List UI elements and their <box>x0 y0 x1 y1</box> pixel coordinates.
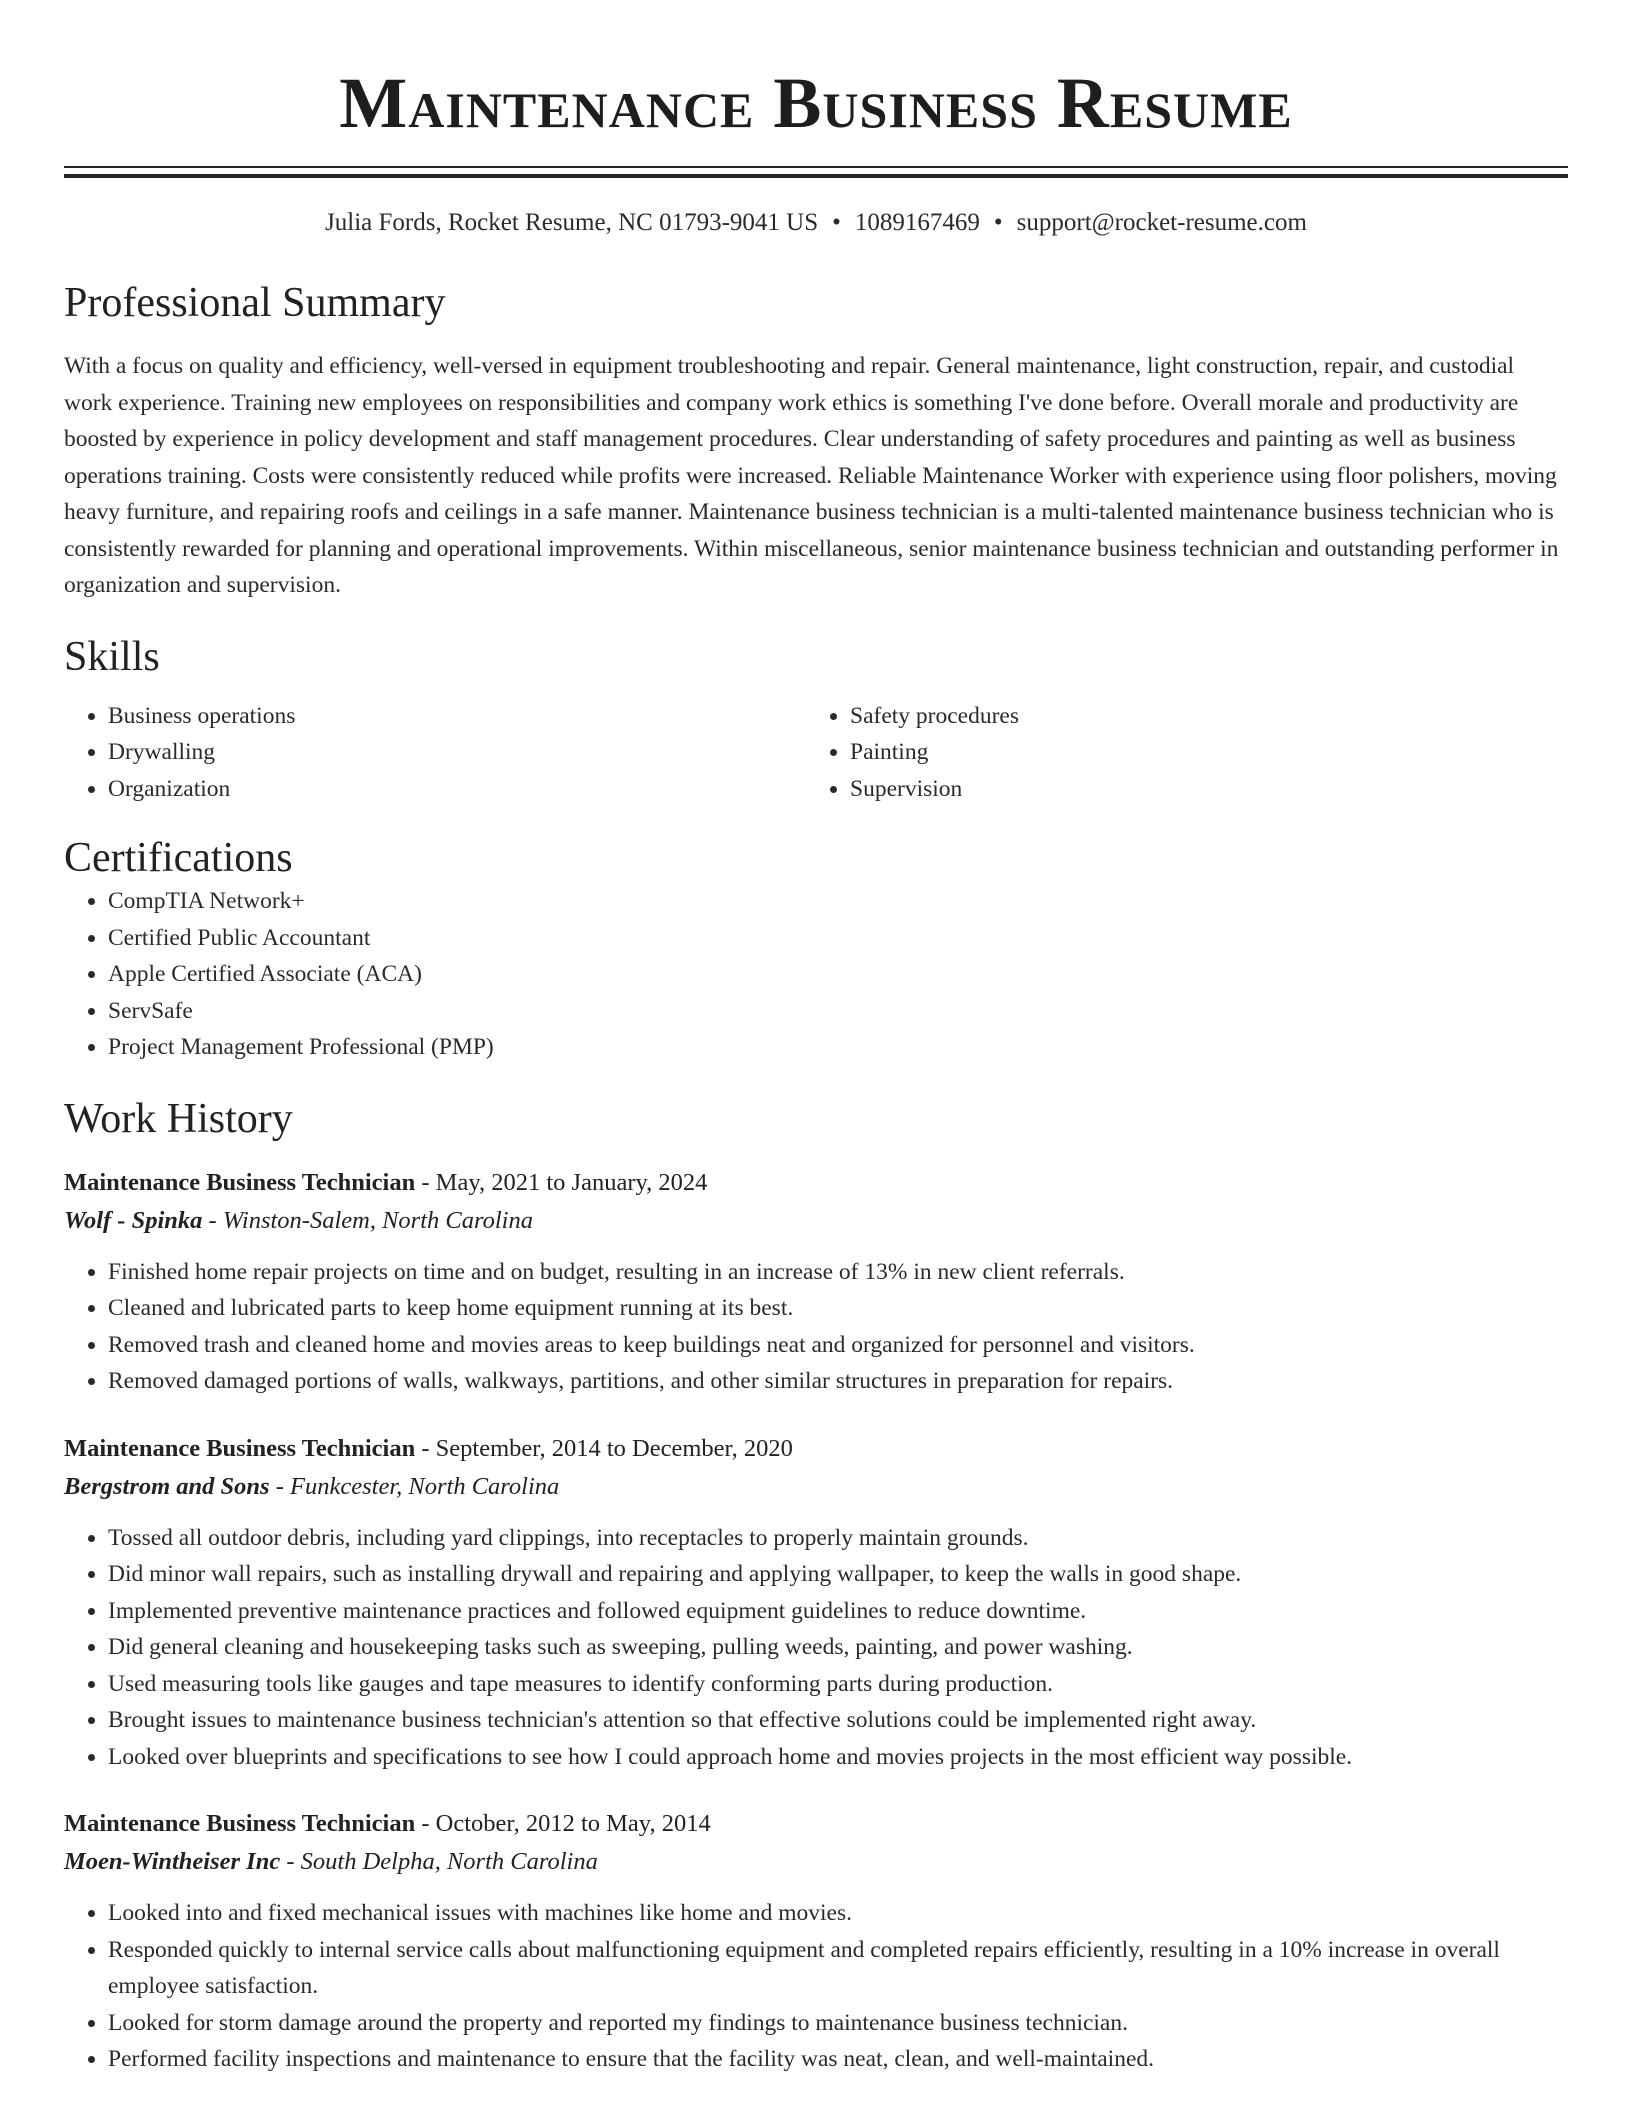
skill-item: • Business operations <box>108 698 806 735</box>
certification-item: • Project Management Professional (PMP) <box>108 1029 1568 1066</box>
certification-item: • ServSafe <box>108 993 1568 1030</box>
job-title: Maintenance Business Technician <box>64 1810 416 1837</box>
job-bullet: • Looked into and fixed mechanical issues with machines like home and movies. <box>108 1895 1568 1932</box>
certifications-heading: Certifications <box>64 835 293 881</box>
job-company: Wolf - Spinka <box>64 1206 203 1234</box>
job-location: South Delpha, North Carolina <box>300 1848 598 1875</box>
job-bullet: • Brought issues to maintenance business technician's attention so that effective solutions could be implemented right away. <box>108 1702 1568 1739</box>
skills-grid <box>64 698 1568 808</box>
job-bullet: • Removed trash and cleaned home and movies areas to keep buildings neat and organized for personnel and visitors. <box>108 1327 1568 1364</box>
contact-separator: • <box>832 209 841 236</box>
job-bullet: • Tossed all outdoor debris, including yard clippings, into receptacles to properly maintain grounds. <box>108 1520 1568 1557</box>
skill-item: • Organization <box>108 771 806 808</box>
job-company: Moen-Wintheiser Inc <box>64 1848 281 1875</box>
job-location: Funkcester, North Carolina <box>290 1472 560 1500</box>
job-bullet: • Performed facility inspections and maintenance to ensure that the facility was neat, clean, and well-maintained. <box>108 2041 1568 2078</box>
job-bullet: • Did minor wall repairs, such as installing drywall and repairing and applying wallpaper, to keep the walls in good shape. <box>108 1556 1568 1593</box>
job-dash: - <box>280 1848 301 1875</box>
title-double-rule <box>64 166 1568 178</box>
job-dates: May, 2021 to January, 2024 <box>435 1168 708 1196</box>
skills-column-left <box>64 698 806 808</box>
certifications-section <box>64 833 1568 1066</box>
job-bullets <box>64 1254 1568 1400</box>
skills-heading: Skills <box>64 633 160 680</box>
job-bullet: • Used measuring tools like gauges and tape measures to identify conforming parts during production. <box>108 1666 1568 1703</box>
job-employer-line <box>64 1468 1568 1506</box>
contact-email: support@rocket-resume.com <box>1016 209 1307 236</box>
skill-item: • Drywalling <box>108 734 806 771</box>
job-location: Winston-Salem, North Carolina <box>222 1206 533 1234</box>
job-employer-line <box>64 1202 1568 1240</box>
job-entry <box>64 1805 1568 2078</box>
summary-text: With a focus on quality and efficiency, well-versed in equipment troubleshooting and repair. General maintenance, light construction, repair, and custodial work experience. Training new employees on responsibilities and company work ethics is something I've done before. Overall morale and productivity are boosted by experience in policy development and staff management procedures. Clear understanding of safety procedures and painting as well as business operations training. Costs were consistently reduced while profits were increased. Reliable Maintenance Worker with experience using floor polishers, moving heavy furniture, and repairing roofs and ceilings in a safe manner. Maintenance business technician is a multi-talented maintenance business technician who is consistently rewarded for planning and operational improvements. Within miscellaneous, senior maintenance business technician and outstanding performer in organization and supervision. <box>64 353 1559 598</box>
certifications-list <box>64 883 1568 1066</box>
job-bullet: • Implemented preventive maintenance practices and followed equipment guidelines to reduce downtime. <box>108 1593 1568 1630</box>
contact-line <box>64 206 1568 240</box>
job-dates: October, 2012 to May, 2014 <box>435 1810 711 1837</box>
job-bullets <box>64 1895 1568 2078</box>
job-header <box>64 1805 1568 1843</box>
contact-phone: 1089167469 <box>854 209 980 236</box>
summary-section <box>64 278 1568 604</box>
job-dates: September, 2014 to December, 2020 <box>435 1434 793 1462</box>
job-company: Bergstrom and Sons <box>64 1472 270 1500</box>
job-employer-line <box>64 1843 1568 1881</box>
job-bullet: • Removed damaged portions of walls, walkways, partitions, and other similar structures in preparation for repairs. <box>108 1363 1568 1400</box>
job-dash: - <box>415 1434 436 1462</box>
work-history-section <box>64 1094 1568 2078</box>
summary-heading: Professional Summary <box>64 280 446 326</box>
job-header <box>64 1430 1568 1468</box>
contact-address: Julia Fords, Rocket Resume, NC 01793-9041 US <box>325 209 819 236</box>
job-dash: - <box>415 1168 436 1196</box>
certification-item: • Apple Certified Associate (ACA) <box>108 956 1568 993</box>
job-title: Maintenance Business Technician <box>64 1168 416 1196</box>
skills-column-right <box>806 698 1548 808</box>
skill-item: • Safety procedures <box>850 698 1548 735</box>
certification-item: • Certified Public Accountant <box>108 920 1568 957</box>
work-history-heading: Work History <box>64 1095 293 1142</box>
job-bullet: • Did general cleaning and housekeeping tasks such as sweeping, pulling weeds, painting, and power washing. <box>108 1629 1568 1666</box>
skill-item: • Painting <box>850 734 1548 771</box>
skills-list-left <box>64 698 806 808</box>
job-entry <box>64 1430 1568 1776</box>
job-dash: - <box>269 1472 291 1500</box>
contact-separator: • <box>993 209 1003 236</box>
job-title: Maintenance Business Technician <box>64 1434 416 1462</box>
job-bullet: • Responded quickly to internal service calls about malfunctioning equipment and completed repairs efficiently, resulting in a 10% increase in overall employee satisfaction. <box>108 1932 1568 2005</box>
job-header <box>64 1164 1568 1202</box>
skills-section <box>64 632 1568 808</box>
job-dash: - <box>415 1810 436 1837</box>
job-bullet: • Looked over blueprints and specifications to see how I could approach home and movies projects in the most efficient way possible. <box>108 1739 1568 1776</box>
skills-list-right <box>806 698 1548 808</box>
skill-item: • Supervision <box>850 771 1548 808</box>
certification-item: • CompTIA Network+ <box>108 883 1568 920</box>
job-bullet: • Looked for storm damage around the property and reported my findings to maintenance business technician. <box>108 2005 1568 2042</box>
job-bullet: • Finished home repair projects on time and on budget, resulting in an increase of 13% in new client referrals. <box>108 1254 1568 1291</box>
resume-page <box>64 0 1568 2078</box>
job-entry <box>64 1164 1568 1400</box>
resume-title: Maintenance Business Resume <box>339 63 1293 143</box>
job-bullet: • Cleaned and lubricated parts to keep home equipment running at its best. <box>108 1290 1568 1327</box>
job-bullets <box>64 1520 1568 1776</box>
job-dash: - <box>202 1206 223 1234</box>
